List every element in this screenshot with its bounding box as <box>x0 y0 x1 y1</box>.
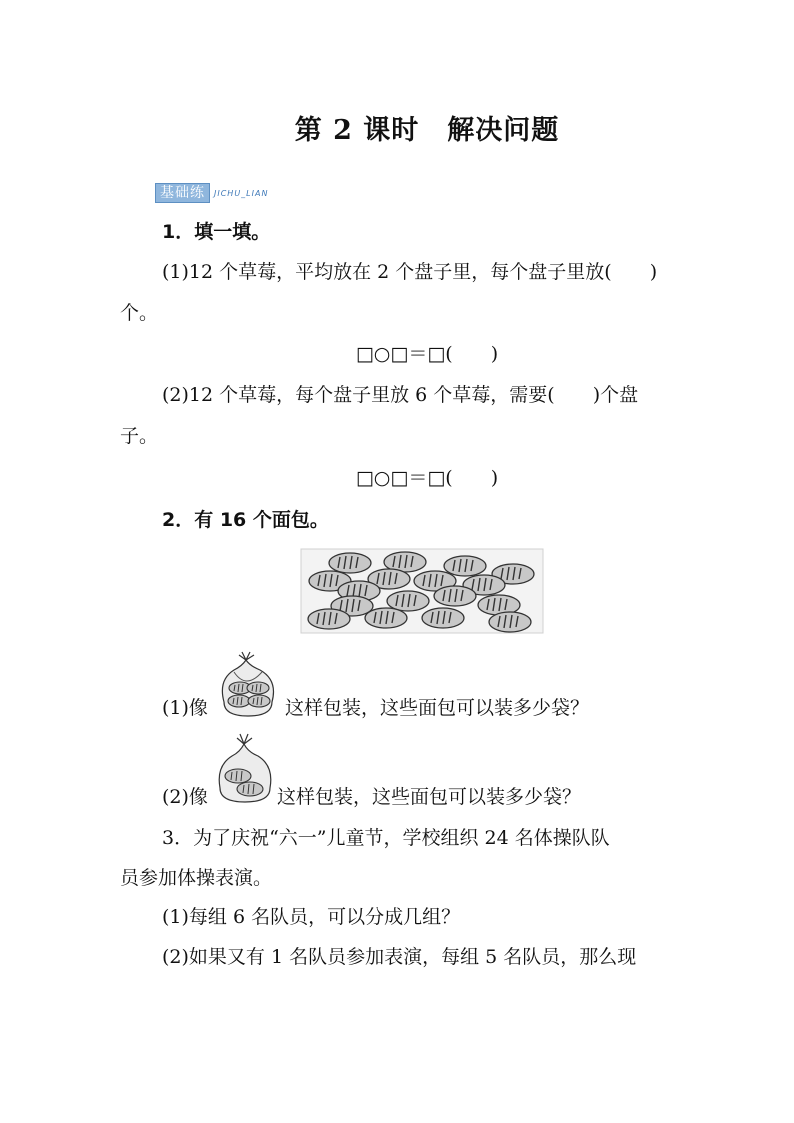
q1-part1-formula: □○□＝□( ) <box>355 343 499 365</box>
q1-part2-formula: □○□＝□( ) <box>355 467 499 489</box>
badge-sub: JICHU_LIAN <box>214 188 269 198</box>
q2-part1-prefix: (1)像 <box>162 697 208 719</box>
q1-part1-line2: 个。 <box>120 302 159 324</box>
q1-part1-line1: (1)12 个草莓，平均放在 2 个盘子里，每个盘子里放( ) <box>162 261 658 283</box>
q2-part2-suffix: 这样包装，这些面包可以装多少袋？ <box>277 786 582 808</box>
q2-heading: 2．有 16 个面包。 <box>162 509 329 531</box>
q3-line2: 员参加体操表演。 <box>120 867 273 889</box>
bag-of-four-bread-icon <box>212 650 284 720</box>
section-badge <box>155 183 268 203</box>
q2-part1-suffix: 这样包装，这些面包可以装多少袋？ <box>285 697 590 719</box>
bread-pile-image <box>300 548 544 634</box>
q2-part2-prefix: (2)像 <box>162 786 208 808</box>
q3-part2: (2)如果又有 1 名队员参加表演，每组 5 名队员，那么现 <box>162 946 637 968</box>
q3-part1: (1)每组 6 名队员，可以分成几组？ <box>162 906 461 928</box>
page-title: 第 2 课时 解决问题 <box>294 115 560 146</box>
q1-heading: 1．填一填。 <box>162 221 271 243</box>
bag-of-two-bread-icon <box>212 730 278 806</box>
badge-label: 基础练 <box>155 183 210 203</box>
q1-part2-line1: (2)12 个草莓，每个盘子里放 6 个草莓，需要( )个盘 <box>162 384 639 406</box>
q1-part2-line2: 子。 <box>120 425 159 447</box>
q3-line1: 3．为了庆祝“六一”儿童节，学校组织 24 名体操队队 <box>162 827 610 849</box>
